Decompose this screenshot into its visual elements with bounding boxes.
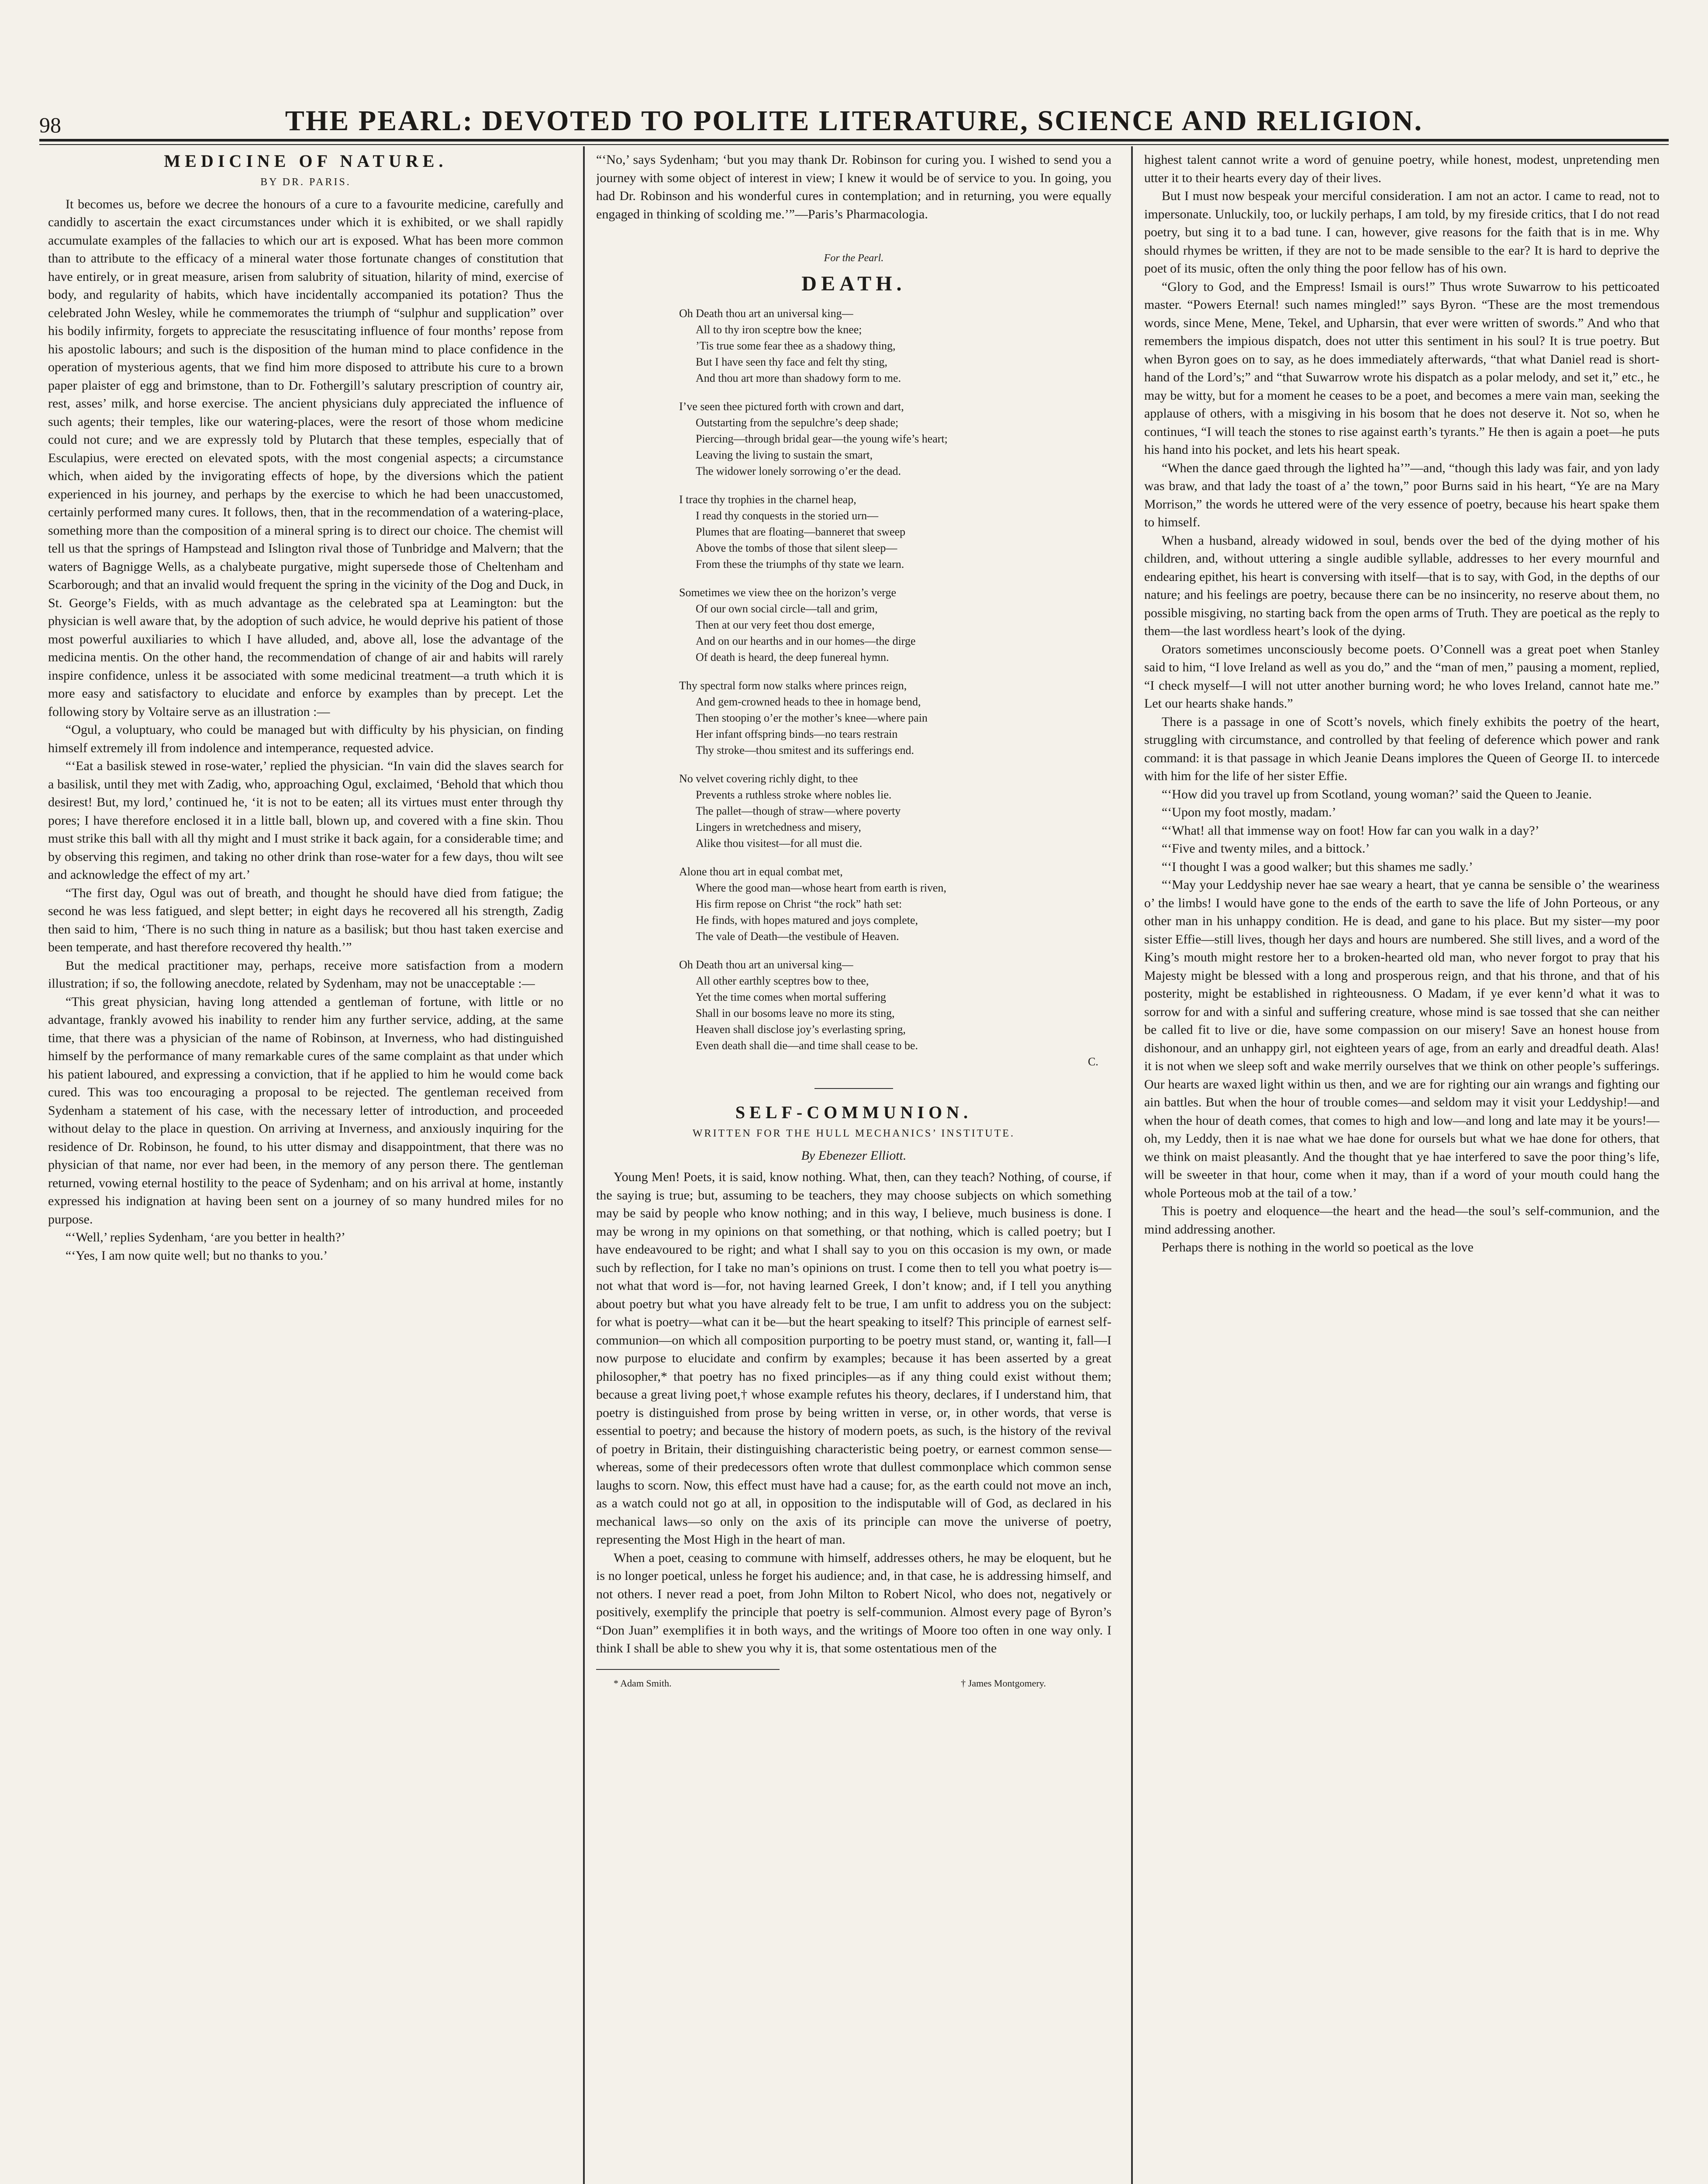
poem-title: DEATH.: [801, 272, 906, 295]
page-number: 98: [39, 113, 61, 137]
paragraph: When a poet, ceasing to commune with himself, addresses others, he may be eloquent, but he is no longer poetical, unless he forget his audience; and, in that case, he is addressing himself, and not others. I never read a poet, from John Milton to Robert Nicol, who does not, negatively or positively, exemplify the principle that poetry is self-communion. Almost every page of Byron’s “Don Juan” exemplifies it in both ways, and the writings of Moore too often in one way only. I think I shall be able to shew you why it is, that some ostentatious men of the: [596, 1550, 1111, 1655]
poem-line: Oh Death thou art an universal king—: [679, 958, 853, 971]
poem-line: The pallet—though of straw—where poverty: [696, 804, 901, 817]
paragraph: When a husband, already widowed in soul, bends over the bed of the dying mother of his children, and, without uttering a single audible syllable, addresses to her every mournful and endearing epithet, his heart is conversing with itself—that is to say, with God, in the depths of our nature; and his feelings are poetry, because there can be no insincerity, no reserve about them, no possible misgiving, no starting back from the open arms of Truth. They are poetical as the reply to them—the last wordless heart’s look of the dying.: [1144, 533, 1660, 638]
stanza: [679, 864, 1111, 944]
poem-line: Of death is heard, the deep funereal hymn.: [696, 650, 889, 663]
essay-title: SELF-COMMUNION.: [735, 1102, 973, 1122]
essay-subtitle: WRITTEN FOR THE HULL MECHANICS’ INSTITUTE.: [692, 1128, 1015, 1139]
poem-line: From these the triumphs of thy state we learn.: [696, 557, 904, 570]
paragraph: “The first day, Ogul was out of breath, and thought he should have died from fatigue; the second he was less fatigued, and slept better; in eight days he recovered all his strength, Zadig then said to him, ‘There is no such thing in nature as a basilisk; but thou hast taken exercise and been temperate, and hast therefore recovered thy health.’”: [48, 885, 563, 954]
page-header: [39, 90, 1669, 138]
paragraph-continued: “‘No,’ says Sydenham; ‘but you may thank Dr. Robinson for curing you. I wished to send you a journey with some object of interest in view; I knew it would be of service to you. In going, you had Dr. Robinson and his wonderful cures in contemplation; and in returning, you were equally engaged in thinking of scolding me.’”—Paris’s Pharmacologia.: [596, 152, 1111, 221]
article-body: [48, 195, 563, 1265]
stanza: [679, 305, 1111, 386]
poem-line: But I have seen thy face and felt thy sting,: [696, 355, 887, 368]
paragraph: “‘Well,’ replies Sydenham, ‘are you better in health?’: [66, 1230, 345, 1244]
stanza: [679, 491, 1111, 572]
separator: [814, 1088, 893, 1089]
footnote: † James Montgomery.: [961, 1677, 1046, 1689]
poem-credit: For the Pearl.: [824, 252, 884, 264]
paragraph: “‘May your Leddyship never hae sae weary a heart, that ye canna be sensible o’ the weariness o’ the limbs! I would have gone to the ends of the earth to save the life of John Porteous, or any other man in his unhappy condition. He is dead, and gane to his place. But my sister—my poor sister Effie—still lives, though her days and hours are numbered. She still lives, and a word of the King’s mouth might restore her to a broken-hearted old man, who never forgot to pray that his Majesty might be blessed with a long and prosperous reign, and that his throne, and that of his posterity, might be established in righteousness. O Madam, if ye ever kenn’d what it was to sorrow for and with a sinful and suffering creature, whose mind is sae tossed that she can neither be called fit to live or die, have some compassion on our misery! Save an honest house from dishonour, and an unhappy girl, not eighteen years of age, from an early and dreadful death. Alas! it is not when we sleep soft and wake merrily ourselves that we think on other people’s sufferings. Our hearts are waxed light within us then, and we are for righting our ain wrangs and fighting our ain battles. But when the hour of trouble comes—and seldom may it visit your Leddyship!—and when the hour of death comes, that comes to high and low—and long and late may it be yours!—oh, my Leddy, then it is nae what we hae done for oursels but what we hae done for others, that we think on maist pleasantly. And the thought that ye hae interfered to save the poor thing’s life, will be sweeter in that hour, come when it may, than if a word of your mouth could hang the whole Porteous mob at the tail of a tow.’: [1144, 878, 1660, 1200]
poem-line: Piercing—through bridal gear—the young wife’s heart;: [696, 432, 948, 445]
poem-line: No velvet covering richly dight, to thee: [679, 772, 858, 785]
poem-line: Above the tombs of those that silent sleep—: [696, 541, 897, 554]
poem-line: Leaving the living to sustain the smart,: [696, 448, 873, 461]
stanza: [679, 584, 1111, 665]
paragraph: But I must now bespeak your merciful consideration. I am not an actor. I came to read, not to impersonate. Unluckily, too, or luckily perhaps, I am told, by my fireside critics, that I do not read poetry, but sing it to a bad tune. I can, however, give reasons for the faith that is in me. Why should rhymes be written, if they are not to be made sensible to the ear? It is hard to deprive the poet of its music, often the only thing the poor fellow has of his own.: [1144, 189, 1660, 276]
poem-line: Then stooping o’er the mother’s knee—where pain: [696, 711, 928, 724]
column-3: [1144, 151, 1660, 2184]
column-divider: [1131, 146, 1133, 2184]
paragraph: “‘Yes, I am now quite well; but no thanks to you.’: [66, 1248, 328, 1263]
essay-author: By Ebenezer Elliott.: [801, 1148, 907, 1163]
poem-line: Heaven shall disclose joy’s everlasting spring,: [696, 1023, 906, 1036]
poem-line: Then at our very feet thou dost emerge,: [696, 618, 875, 631]
poem-line: Yet the time comes when mortal suffering: [696, 990, 886, 1003]
poem-line: I read thy conquests in the storied urn—: [696, 509, 879, 522]
stanza: [679, 771, 1111, 851]
paragraph: “‘I thought I was a good walker; but this shames me sadly.’: [1162, 859, 1473, 874]
paragraph: It becomes us, before we decree the honours of a cure to a favourite medicine, carefully and candidly to ascertain the exact circumstances under which it is exhibited, or we shall rapidly accumulate examples of the fallacies to which our art is exposed. What has been more common than to attribute to the efficacy of a mineral water those fortunate changes of constitution that have entirely, or in great measure, arisen from salubrity of situation, hilarity of mind, exercise of body, and regularity of habits, which have incidentally accompanied its potation? Thus the celebrated John Wesley, while he commemorates the triumph of “sulphur and supplication” over his bodily infirmity, forgets to appreciate the resuscitating influence of four months’ repose from his apostolic labours; and such is the disposition of the human mind to place confidence in the operation of mysterious agents, that we find him more disposed to attribute his cure to a brown paper plaister of egg and brimstone, than to Dr. Fothergill’s salutary prescription of country air, rest, asses’ milk, and horse exercise. The ancient physicians duly appreciated the influence of such agents; their temples, like our watering-places, were the resort of those whom medicine could not cure; and we are expressly told by Plutarch that these temples, especially that of Esculapius, were erected on elevated spots, with the most congenial aspects; a circumstance which, when aided by the invigorating effects of hope, by the diversions which the patient experienced in his journey, and perhaps by the exercise to which he had been unaccustomed, certainly performed many cures. It follows, then, that in the recommendation of a watering-place, something more than the composition of a mineral spring is to direct our choice. The chemist will tell us that the springs of Hampstead and Islington rival those of Tunbridge and Malvern; that the waters of Bagnigge Wells, as a chalybeate purgative, might supersede those of Cheltenham and Scarborough; and that an invalid would frequent the spring in the vicinity of the Dog and Duck, in St. George’s Fields, with as much advantage as the celebrated spa at Leamington: but the physician is well aware that, by the adoption of such advice, he would deprive his patient of those most powerful auxiliaries to which I have alluded, and, above all, lose the advantage of the medicina mentis. On the other hand, the recommendation of change of air and habits will rarely inspire confidence, unless it be associated with some medicinal treatment—a truth which it is more easy and satisfactory to elucidate and enforce by examples than by precept. Let the following story by Voltaire serve as an illustration :—: [48, 197, 563, 719]
poem-line: ’Tis true some fear thee as a shadowy thing,: [696, 339, 896, 352]
paragraph: “‘Five and twenty miles, and a bittock.’: [1162, 841, 1370, 856]
paragraph: “‘How did you travel up from Scotland, young woman?’ said the Queen to Jeanie.: [1162, 787, 1592, 802]
paragraph-continued: highest talent cannot write a word of genuine poetry, while honest, modest, unpretending men utter it to their hearts every day of their lives.: [1144, 152, 1660, 185]
poem-line: Thy spectral form now stalks where princes reign,: [679, 679, 907, 692]
poem-signature: C.: [1088, 1055, 1098, 1068]
poem-line: Alone thou art in equal combat met,: [679, 865, 843, 878]
header-rule: [39, 139, 1669, 142]
footnote-rule: [596, 1669, 780, 1670]
poem-line: And thou art more than shadowy form to me.: [696, 371, 901, 384]
stanza: [679, 677, 1111, 758]
poem-line: Thy stroke—thou smitest and its sufferings end.: [696, 743, 914, 757]
poem-line: Where the good man—whose heart from earth is riven,: [696, 881, 946, 894]
poem-body: [679, 305, 1111, 1054]
poem-line: His firm repose on Christ “the rock” hath set:: [696, 897, 902, 910]
poem-line: Even death shall die—and time shall cease to be.: [696, 1039, 918, 1052]
poem-line: Oh Death thou art an universal king—: [679, 307, 853, 320]
running-title: THE PEARL: DEVOTED TO POLITE LITERATURE, SCIENCE AND RELIGION.: [285, 105, 1423, 137]
poem-line: He finds, with hopes matured and joys complete,: [696, 913, 918, 926]
poem-line: Shall in our bosoms leave no more its sting,: [696, 1006, 895, 1019]
paragraph: “Glory to God, and the Empress! Ismail is ours!” Thus wrote Suwarrow to his petticoated master. “Powers Eternal! such names mingled!” says Byron. “These are the most tremendous words, since Mene, Mene, Tekel, and Upharsin, that ever were written of swords.” And who that remembers the impious dispatch, does not utter this sentiment in his soul? It is true poetry. But when Byron goes on to say, as he does immediately afterwards, “that what Daniel read is short-hand of the Lord’s;” and “that Suwarrow wrote his dispatch as a polar melody, and set it,” etc., he may be witty, but for a moment he ceases to be a poet, and becomes a mere vain man, seeking the applause of others, with a misgiving in his bosom that he does not deserve it. Not so, when he continues, “I will teach the stones to rise against earth’s tyrants.” He then is again a poet—he puts his hand into his pocket, and lets his heart speak.: [1144, 279, 1660, 457]
poem-line: I trace thy trophies in the charnel heap,: [679, 493, 856, 506]
paragraph: “‘Upon my foot mostly, madam.’: [1162, 805, 1336, 819]
paragraph: This is poetry and eloquence—the heart and the head—the soul’s self-communion, and the mind addressing another.: [1144, 1204, 1660, 1237]
poem-line: I’ve seen thee pictured forth with crown and dart,: [679, 400, 904, 413]
paragraph: Young Men! Poets, it is said, know nothing. What, then, can they teach? Nothing, of course, if the saying is true; but, assuming to be teachers, they may choose subjects on which something may be said by people who know nothing; and in this way, I believe, much business is done. I may be wrong in my opinions on that something, or that nothing, which is called poetry; but I have endeavoured to be right; and what I shall say to you on this occasion is my own, or made such by reflection, for I take no man’s opinions on trust. I come then to tell you what poetry is—not what that word is—for, not having learned Greek, I don’t know; and, if I tell you anything about poetry but what you have already felt to be true, I am unfit to address you on the subject: for what is poetry—what can it be—but the heart speaking to itself? This principle of earnest self-communion—on which all composition purporting to be poetry must stand, or, wanting it, fall—I now purpose to elucidate and confirm by examples; because it has been asserted by a great philosopher,* that poetry has no fixed principles—as if any thing could exist without them; because a great living poet,† whose example refutes his theory, declares, if I understand him, that poetry is distinguished from prose by being written in verse, or, in other words, that verse is essential to poetry; and because the history of modern poets, as such, is the history of the revival of poetry in Britain, their distinguishing characteristic being poetry, or earnest common sense—whereas, some of their predecessors often wrote that dullest commonplace which common sense laughs to scorn. Now, this effect must have had a cause; for, as the earth could not move an inch, as a watch could not go at all, in opposition to the indisputable will of God, as declared in his mechanical laws—so only on the axis of its principle can move the universe of poetry, representing the Most High in the heart of man.: [596, 1170, 1111, 1547]
poem-line: Her infant offspring binds—no tears restrain: [696, 727, 898, 740]
poem-line: Lingers in wretchedness and misery,: [696, 820, 861, 833]
poem-line: Of our own social circle—tall and grim,: [696, 602, 878, 615]
poem-line: Alike thou visitest—for all must die.: [696, 836, 863, 850]
header-rule-thin: [39, 144, 1669, 145]
paragraph: There is a passage in one of Scott’s novels, which finely exhibits the poetry of the heart, struggling with circumstance, and controlled by that feeling of deference which power and rank command: it is that passage in which Jeanie Deans implores the Queen of George II. to intercede with him for the life of her sister Effie.: [1144, 714, 1660, 783]
article-byline: BY DR. PARIS.: [260, 176, 351, 188]
poem-line: Prevents a ruthless stroke where nobles lie.: [696, 788, 892, 801]
footnote: * Adam Smith.: [614, 1677, 672, 1689]
column-2: [596, 151, 1111, 2184]
paragraph: “Ogul, a voluptuary, who could be managed but with difficulty by his physician, on finding himself extremely ill from indolence and intemperance, requested advice.: [48, 722, 563, 755]
stanza: [679, 957, 1111, 1054]
poem-line: All other earthly sceptres bow to thee,: [696, 974, 869, 987]
paragraph: “When the dance gaed through the lighted ha’”—and, “though this lady was fair, and yon lady was braw, and that lady the toast of a’ the town,” poor Burns said in his heart, “Ye are na Mary Morrison,” the words he uttered were of the very essence of poetry, because his heart spake them to himself.: [1144, 460, 1660, 529]
paragraph: But the medical practitioner may, perhaps, receive more satisfaction from a modern illustration; if so, the following anecdote, related by Sydenham, may not be unacceptable :—: [48, 958, 563, 991]
poem-line: Plumes that are floating—banneret that sweep: [696, 525, 906, 538]
paragraph: Orators sometimes unconsciously become poets. O’Connell was a great poet when Stanley said to him, “I love Ireland as well as you do,” and the “man of men,” pausing a moment, replied, “I check myself—I will not utter another burning word; he who loves Ireland, cannot hate me.” Let our hearts shake hands.”: [1144, 642, 1660, 711]
poem-line: And on our hearths and in our homes—the dirge: [696, 634, 916, 647]
column-1: [48, 151, 563, 2184]
paragraph: “‘Eat a basilisk stewed in rose-water,’ replied the physician. “In vain did the slaves search for a basilisk, until they met with Zadig, who, approaching Ogul, exclaimed, ‘Behold that which thou desirest! But, my lord,’ continued he, ‘it is not to be eaten; all its virtues must enter through thy pores; I have therefore enclosed it in a little ball, blown up, and covered with a fine skin. Thou must strike this ball with all thy might and I must strike it back again, for a considerable time; and by observing this regimen, and taking no other drink than rose-water for a few days, thou wilt see and acknowledge the effect of my art.’: [48, 759, 563, 882]
column-divider: [583, 146, 585, 2184]
paragraph: “This great physician, having long attended a gentleman of fortune, with little or no advantage, frankly avowed his inability to render him any further service, adding, at the same time, that there was a physician of the name of Robinson, at Inverness, who had distinguished himself by the performance of many remarkable cures of the same complaint as that under which his patient laboured, and expressing a conviction, that if he applied to him he would come back cured. This was too encouraging a proposal to be rejected. The gentleman received from Sydenham a statement of his case, with the necessary letter of introduction, and proceeded without delay to the place in question. On arriving at Inverness, and anxiously inquiring for the residence of Dr. Robinson, he found, to his utter dismay and disappointment, that there was no physician of that name, nor ever had been, in the memory of any person there. The gentleman returned, vowing eternal hostility to the peace of Sydenham; and on his arrival at home, instantly expressed his indignation at having been sent on a journey of so many hundred miles for no purpose.: [48, 994, 563, 1227]
poem-line: And gem-crowned heads to thee in homage bend,: [696, 695, 921, 708]
poem-line: Sometimes we view thee on the horizon’s verge: [679, 586, 897, 599]
poem-line: The vale of Death—the vestibule of Heaven.: [696, 930, 899, 943]
poem-line: All to thy iron sceptre bow the knee;: [696, 323, 862, 336]
paragraph: “‘What! all that immense way on foot! How far can you walk in a day?’: [1162, 823, 1539, 838]
footnotes: [596, 1674, 1111, 1693]
article-title: MEDICINE OF NATURE.: [164, 151, 448, 171]
poem-line: Outstarting from the sepulchre’s deep shade;: [696, 416, 899, 429]
poem-line: The widower lonely sorrowing o’er the dead.: [696, 464, 901, 477]
stanza: [679, 398, 1111, 479]
paragraph: Perhaps there is nothing in the world so poetical as the love: [1162, 1240, 1474, 1254]
